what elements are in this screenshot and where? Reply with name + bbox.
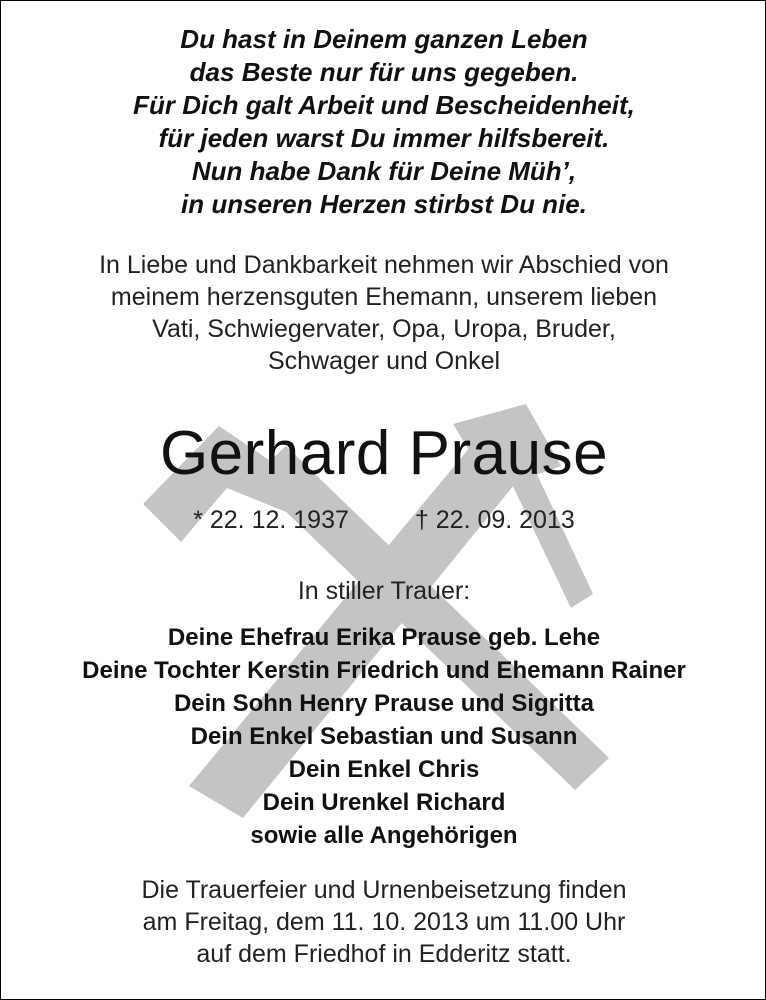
poem-line: Nun habe Dank für Deine Müh’, [191, 156, 577, 186]
funeral-info [1, 874, 766, 970]
death-date: † 22. 09. 2013 [414, 506, 575, 534]
mourner-entry: Dein Enkel Sebastian und Susann [190, 723, 578, 750]
life-dates [1, 503, 766, 537]
poem-line: für jeden warst Du immer hilfsbereit. [158, 123, 610, 153]
birth-date: * 22. 12. 1937 [193, 506, 349, 534]
funeral-info-line: am Freitag, dem 11. 10. 2013 um 11.00 Uhr [142, 908, 626, 936]
funeral-info-line: Die Trauerfeier und Urnenbeisetzung finden [141, 876, 627, 904]
mourner-entry: Dein Urenkel Richard [262, 789, 506, 816]
farewell-text [1, 249, 766, 377]
mourner-entry: sowie alle Angehörigen [250, 822, 518, 849]
mourner-entry: Dein Enkel Chris [288, 756, 480, 783]
poem-line: Du hast in Deinem ganzen Leben [180, 24, 588, 54]
mourning-label: In stiller Trauer: [297, 577, 471, 605]
mourner-entry: Deine Tochter Kerstin Friedrich und Ehemann Rainer [82, 657, 686, 684]
deceased-name: Gerhard Prause [159, 419, 609, 488]
mourner-entry: Dein Sohn Henry Prause und Sigritta [173, 690, 595, 717]
mourner-entry: Deine Ehefrau Erika Prause geb. Lehe [167, 624, 601, 651]
farewell-line: Schwager und Onkel [267, 347, 501, 375]
farewell-line: meinem herzensguten Ehemann, unserem lieben [110, 283, 658, 311]
farewell-line: In Liebe und Dankbarkeit nehmen wir Abschied von [99, 251, 669, 279]
poem-line: das Beste nur für uns gegeben. [189, 57, 579, 87]
funeral-info-line: auf dem Friedhof in Edderitz statt. [196, 940, 572, 968]
farewell-line: Vati, Schwiegervater, Opa, Uropa, Bruder, [152, 315, 616, 343]
poem [1, 23, 766, 221]
mourners-list [1, 621, 766, 852]
poem-line: in unseren Herzen stirbst Du nie. [181, 189, 587, 219]
poem-line: Für Dich galt Arbeit und Bescheidenheit, [133, 90, 635, 120]
